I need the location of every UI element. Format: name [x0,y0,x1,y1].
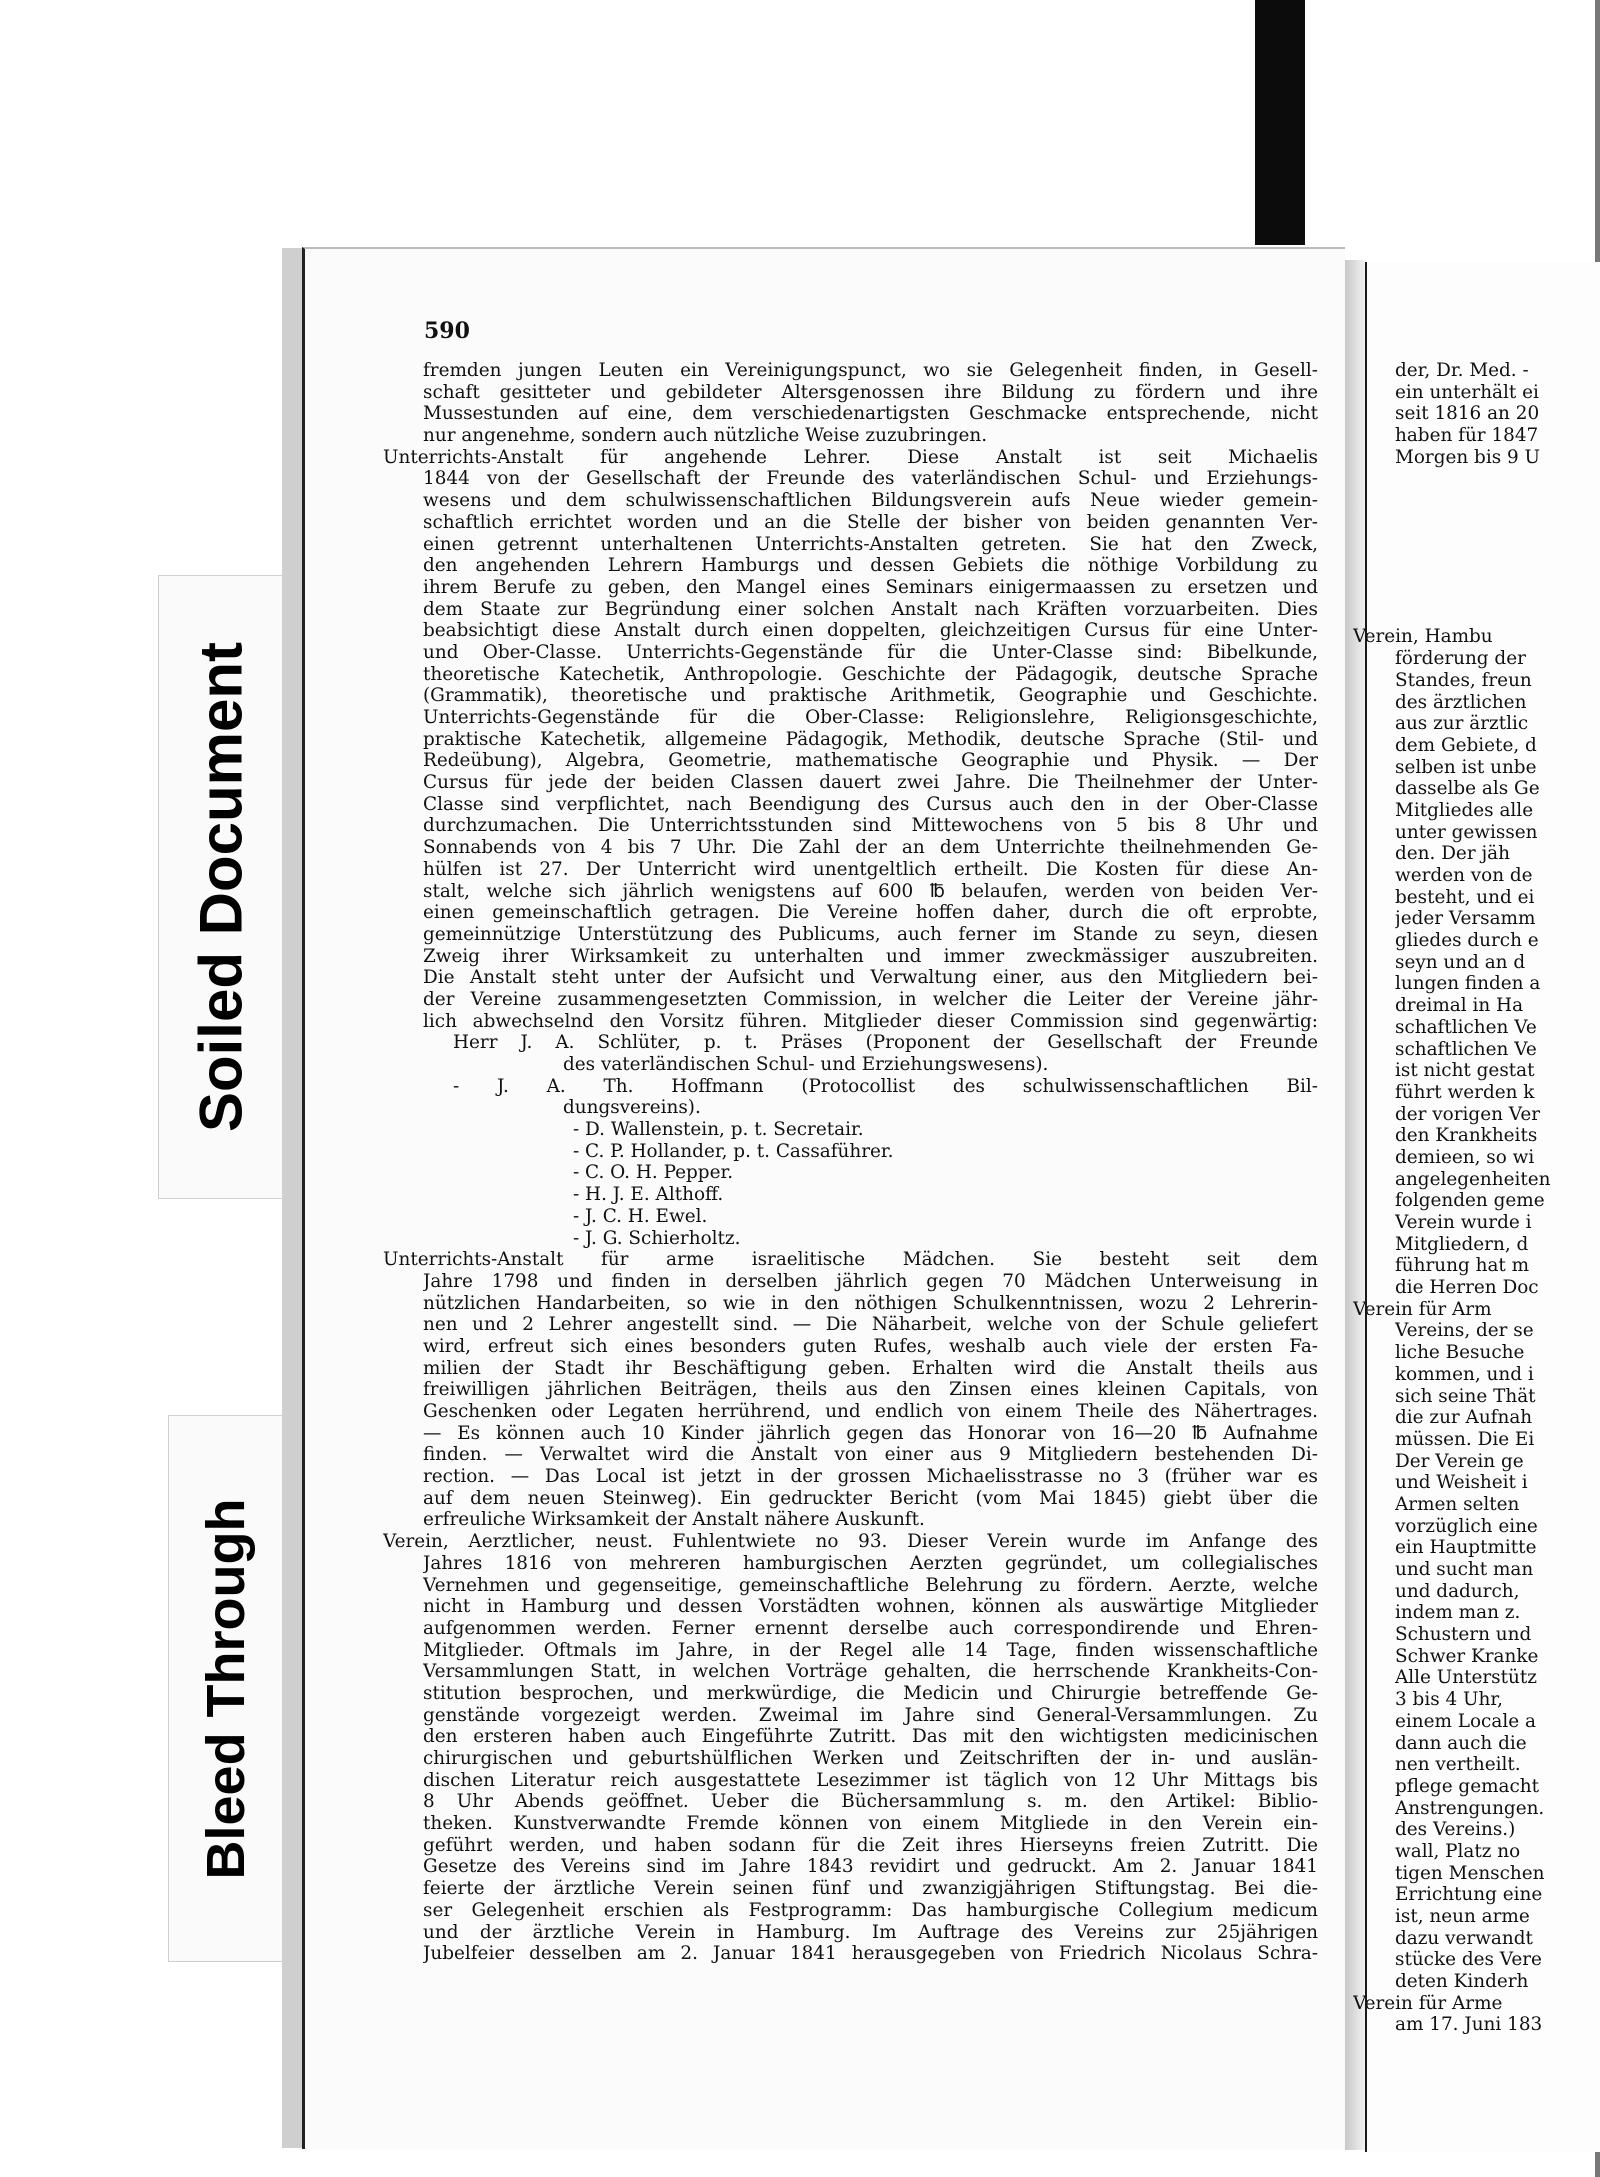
right-text-line: dazu verwandt [1395,1927,1533,1949]
text-line: nen und 2 Lehrer angestellt sind. — Die Näharbeit, welche von der Schule geliefert [423,1314,1318,1336]
text-line: - D. Wallenstein, p. t. Secretair. [573,1119,864,1141]
soiled-document-label: Soiled Document [187,641,254,1133]
right-text-line: Standes, freun [1395,669,1532,691]
text-line: - C. P. Hollander, p. t. Cassaführer. [573,1140,894,1162]
right-text-line: ein Hauptmitte [1395,1537,1537,1559]
right-text-line: seit 1816 an 20 [1395,403,1540,425]
right-text-line: 3 bis 4 Uhr, [1395,1689,1503,1711]
bleed-through-tab [168,1415,283,1962]
text-line: theken. Kunstverwandte Fremde können von einem Mitgliede in den Verein ein- [423,1813,1318,1835]
text-line: des vaterländischen Schul- und Erziehungswesens). [563,1054,1049,1075]
text-line: Mussestunden auf eine, dem verschiedenartigsten Geschmacke entsprechende, nicht [423,403,1318,425]
right-text-line: den Krankheits [1395,1125,1538,1147]
text-line: — Es können auch 10 Kinder jährlich gegen das Honorar von 16—20 ℔ Aufnahme [423,1422,1318,1444]
text-line: hülfen ist 27. Der Unterricht wird unentgeltlich ertheilt. Die Kosten für diese An- [423,858,1318,880]
right-text-line: schaftlichen Ve [1395,1016,1537,1038]
right-text-line: selben ist unbe [1395,756,1537,778]
text-line: Vernehmen und gegenseitige, gemeinschaftliche Belehrung zu fördern. Aerzte, welche [423,1574,1318,1596]
right-page-text [1353,360,1600,2036]
text-line: Herr J. A. Schlüter, p. t. Präses (Proponent der Gesellschaft der Freunde [453,1032,1318,1054]
text-line: nützlichen Handarbeiten, so wie in den nöthigen Schulkenntnissen, wozu 2 Lehrerin- [423,1292,1318,1314]
text-line: dischen Literatur reich ausgestattete Lesezimmer ist täglich von 12 Uhr Mittags bis [423,1769,1318,1791]
text-line: der Vereine zusammengesetzten Commission, in welcher die Leiter der Vereine jähr- [423,988,1318,1010]
text-line: erfreuliche Wirksamkeit der Anstalt nähere Auskunft. [423,1509,925,1531]
right-text-line: Mitgliedern, d [1395,1233,1529,1255]
right-text-line: die zur Aufnah [1395,1407,1533,1429]
text-line: lich abwechselnd den Vorsitz führen. Mitglieder dieser Commission sind gegenwärtig: [423,1010,1318,1032]
text-line: freiwilligen jährlichen Beiträgen, theils aus den Zinsen eines kleinen Capitals, von [423,1379,1318,1401]
right-text-line: besteht, und ei [1395,886,1535,908]
text-line: genstände vorgezeigt werden. Zweimal im Jahre sind General-Versammlungen. Zu [423,1704,1318,1726]
text-line: feierte der ärztliche Verein seinen fünf und zwanzigjährigen Stiftungstag. Bei die- [423,1878,1318,1900]
text-line: ser Gelegenheit erschien als Festprogramm: Das hamburgische Collegium medicum [423,1899,1318,1921]
book-gutter [1345,260,1367,2150]
right-text-line: tigen Menschen [1395,1862,1545,1884]
right-text-line: den. Der jäh [1395,843,1510,865]
text-line: fremden jungen Leuten ein Vereinigungspunct, wo sie Gelegenheit finden, in Gesell- [423,360,1318,381]
text-line: Mitglieder. Oftmals im Jahre, in der Regel alle 14 Tage, finden wissenschaftliche [423,1639,1318,1661]
text-line: wird, erfreut sich eines besonders guten Rufes, weshalb auch viele der ersten Fa- [423,1335,1318,1357]
text-line: - C. O. H. Pepper. [573,1162,734,1184]
text-line: einen getrennt unterhaltenen Unterrichts-Anstalten getreten. Sie hat den Zweck, [423,533,1318,555]
right-text-line: jeder Versamm [1395,908,1536,930]
text-line: - J. G. Schierholtz. [573,1227,741,1249]
right-text-line: dem Gebiete, d [1395,734,1537,756]
right-text-line: dasselbe als Ge [1395,778,1540,800]
text-line: Cursus für jede der beiden Classen dauert zwei Jahre. Die Theilnehmer der Unter- [423,772,1318,794]
text-line: dem Staate zur Begründung einer solchen Anstalt nach Kräften vorzuarbeiten. Dies [423,598,1318,620]
right-text-line: Anstrengungen. [1395,1797,1545,1819]
text-line: finden. — Verwaltet wird die Anstalt von einer aus 9 Mitgliedern bestehenden Di- [423,1444,1318,1466]
right-text-line: Alle Unterstütz [1395,1667,1537,1689]
right-text-line: deten Kinderh [1395,1971,1529,1993]
text-line: schaft gesitteter und gebildeter Altersgenossen ihre Bildung zu fördern und ihre [423,381,1318,403]
right-text-line: der, Dr. Med. - [1395,360,1529,381]
text-line: Unterrichts-Anstalt für angehende Lehrer. Diese Anstalt ist seit Michaelis [383,446,1318,468]
right-text-line: dreimal in Ha [1395,995,1524,1017]
right-text-line: des Vereins.) [1395,1819,1516,1841]
text-line: - J. A. Th. Hoffmann (Protocollist des schulwissenschaftlichen Bil- [453,1075,1318,1097]
right-text-line: Errichtung eine [1395,1884,1543,1906]
text-line: Classe sind verpflichtet, nach Beendigung des Cursus auch den in der Ober-Classe [423,793,1318,815]
right-text-line: Vereins, der se [1395,1320,1534,1342]
right-text-line: pflege gemacht [1395,1775,1540,1797]
text-line: stitution besprochen, und merkwürdige, die Medicin und Chirurgie betreffende Ge- [423,1682,1318,1704]
text-line: Redeübung), Algebra, Geometrie, mathematische Geographie und Physik. — Der [423,750,1318,772]
right-text-line: aus zur ärztlic [1395,713,1529,735]
right-text-line: Verein wurde i [1395,1212,1532,1233]
text-line: Unterrichts-Gegenstände für die Ober-Classe: Religionslehre, Religionsgeschichte, [423,707,1318,728]
right-text-line: lungen finden a [1395,973,1541,995]
text-line: 1844 von der Gesellschaft der Freunde des vaterländischen Schul- und Erziehungs- [423,468,1318,490]
text-line: durchzumachen. Die Unterrichtsstunden sind Mittewochens von 5 bis 8 Uhr und [423,815,1318,837]
right-text-line: Schustern und [1395,1624,1532,1646]
right-text-line: am 17. Juni 183 [1395,2014,1543,2036]
text-line: 8 Uhr Abends geöffnet. Ueber die Büchersammlung s. m. den Artikel: Biblio- [423,1791,1318,1813]
scan-dark-strip [1255,0,1305,245]
text-line: und der ärztliche Verein in Hamburg. Im Auftrage des Vereins zur 25jährigen [423,1921,1318,1943]
text-line: - H. J. E. Althoff. [573,1184,724,1206]
right-text-line: dann auch die [1395,1732,1527,1754]
right-text-line: schaftlichen Ve [1395,1038,1537,1060]
right-text-line: und Weisheit i [1395,1472,1528,1494]
right-text-line: Morgen bis 9 U [1395,446,1541,468]
text-line: den ersteren haben auch Eingeführte Zutritt. Das mit den wichtigsten medicinischen [423,1726,1318,1748]
text-line: nicht in Hamburg und dessen Vorstädten wohnen, können als auswärtige Mitglieder [423,1596,1318,1618]
text-line: gemeinnützige Unterstützung des Publicums, auch ferner im Stande zu seyn, diesen [423,923,1318,945]
page-edge-shadow [282,248,304,2148]
right-text-line: seyn und an d [1395,951,1526,973]
main-page-text [383,360,1318,1965]
right-text-line: werden von de [1395,865,1533,886]
text-line: milien der Stadt ihr Beschäftigung geben. Erhalten wird die Anstalt theils aus [423,1357,1318,1379]
right-text-line: einem Locale a [1395,1710,1536,1732]
right-text-line: ist nicht gestat [1395,1060,1535,1082]
right-text-line: Mitgliedes alle [1395,799,1534,821]
right-text-line: die Herren Doc [1395,1277,1539,1299]
right-text-line: ein unterhält ei [1395,381,1539,403]
right-text-line: und sucht man [1395,1559,1534,1580]
right-text-line: liche Besuche [1395,1342,1525,1364]
text-line: Verein, Aerztlicher, neust. Fuhlentwiete no 93. Dieser Verein wurde im Anfange des [383,1531,1318,1553]
text-line: Jahres 1816 von mehreren hamburgischen Aerzten gegründet, um collegialisches [423,1552,1318,1574]
right-text-line: angelegenheiten [1395,1168,1551,1190]
right-text-line: kommen, und i [1395,1363,1534,1385]
text-line: chirurgischen und geburtshülflichen Werken und Zeitschriften der in- und auslän- [423,1748,1318,1769]
text-line: geführt werden, und haben sodann für die Zeit ihres Hierseyns freien Zutritt. Die [423,1834,1318,1856]
text-line: Sonnabends von 4 bis 7 Uhr. Die Zahl der an dem Unterrichte theilnehmenden Ge- [423,837,1318,859]
text-line: einen gemeinschaftlich getragen. Die Vereine hoffen daher, durch die oft erprobte, [423,902,1318,924]
right-text-line: müssen. Die Ei [1395,1428,1535,1450]
right-text-line: Der Verein ge [1395,1450,1524,1472]
text-line: Gesetze des Vereins sind im Jahre 1843 revidirt und gedruckt. Am 2. Januar 1841 [423,1856,1318,1878]
text-line: schaftlich errichtet worden und an die Stelle der bisher von beiden genannten Ver- [423,511,1318,533]
right-text-line: vorzüglich eine [1395,1515,1538,1537]
text-line: stalt, welche sich jährlich wenigstens auf 600 ℔ belaufen, werden von beiden Ver- [423,880,1318,902]
right-text-line: führt werden k [1395,1081,1535,1103]
right-text-line: indem man z. [1395,1602,1521,1624]
right-text-line: der vorigen Ver [1395,1103,1541,1125]
right-text-line: führung hat m [1395,1255,1530,1277]
text-line: auf dem neuen Steinweg). Ein gedruckter Bericht (vom Mai 1845) giebt über die [423,1487,1318,1509]
right-text-line: des ärztlichen [1395,691,1527,713]
text-line: und Ober-Classe. Unterrichts-Gegenstände für die Unter-Classe sind: Bibelkunde, [423,641,1318,663]
text-line: Jubelfeier desselben am 2. Januar 1841 herausgegeben von Friedrich Nicolaus Schra- [423,1943,1318,1965]
soiled-document-tab [158,575,283,1199]
text-line: aufgenommen werden. Ferner ernennt derselbe auch correspondirende und Ehren- [423,1617,1318,1639]
right-text-line: sich seine Thät [1395,1385,1536,1407]
text-line: ihrem Berufe zu geben, den Mangel eines Seminars einigermaassen zu ersetzen und [423,576,1318,598]
text-line: beabsichtigt diese Anstalt durch einen doppelten, gleichzeitigen Cursus für eine Unter- [423,620,1318,642]
text-line: rection. — Das Local ist jetzt in der grossen Michaelisstrasse no 3 (früher war es [423,1466,1318,1488]
right-text-line: ist, neun arme [1395,1906,1530,1927]
text-line: theoretische Katechetik, Anthropologie. Geschichte der Pädagogik, deutsche Sprache [423,663,1318,685]
text-line: Die Anstalt steht unter der Aufsicht und Verwaltung einer, aus den Mitgliedern bei- [423,967,1318,989]
right-text-line: Verein, Hambu [1353,626,1493,648]
text-line: (Grammatik), theoretische und praktische Arithmetik, Geographie und Geschichte. [423,685,1318,707]
right-text-line: Verein für Arm [1353,1298,1492,1320]
right-text-line: folgenden geme [1395,1190,1545,1212]
right-text-line: stücke des Vere [1395,1949,1542,1971]
right-text-line: Schwer Kranke [1395,1645,1539,1667]
text-line: Geschenken oder Legaten herrührend, und endlich von einem Theile des Nähertrages. [423,1401,1318,1422]
right-text-line: wall, Platz no [1395,1840,1521,1862]
right-text-line: und dadurch, [1395,1580,1520,1602]
text-line: - J. C. H. Ewel. [573,1205,708,1227]
text-line: wesens und dem schulwissenschaftlichen Bildungsverein aufs Neue wieder gemein- [423,490,1318,512]
text-line: Zweig ihrer Wirksamkeit zu unterhalten und immer zweckmässiger auszubreiten. [423,945,1318,967]
right-text-line: förderung der [1395,648,1526,670]
right-text-line: unter gewissen [1395,821,1538,843]
text-line: Unterrichts-Anstalt für arme israelitische Mädchen. Sie besteht seit dem [383,1249,1318,1271]
text-line: praktische Katechetik, allgemeine Pädagogik, Methodik, deutsche Sprache (Stil- und [423,728,1318,750]
right-text-line: gliedes durch e [1395,930,1539,952]
right-text-line: nen vertheilt. [1395,1754,1521,1776]
text-line: Versammlungen Statt, in welchen Vorträge gehalten, die herrschende Krankheits-Con- [423,1661,1318,1683]
text-line: dungsvereins). [563,1097,701,1119]
right-text-line: Armen selten [1395,1493,1520,1515]
text-line: nur angenehme, sondern auch nützliche Weise zuzubringen. [423,425,988,447]
bleed-through-label: Bleed Through [195,1498,256,1879]
text-line: den angehenden Lehrern Hamburgs und dessen Gebiets die nöthige Vorbildung zu [423,555,1318,577]
text-line: Jahre 1798 und finden in derselben jährlich gegen 70 Mädchen Unterweisung in [423,1270,1318,1292]
right-text-line: Verein für Arme [1353,1992,1503,2014]
right-text-line: demieen, so wi [1395,1146,1535,1168]
right-text-line: haben für 1847 [1395,425,1539,447]
page-number: 590 [424,318,470,344]
